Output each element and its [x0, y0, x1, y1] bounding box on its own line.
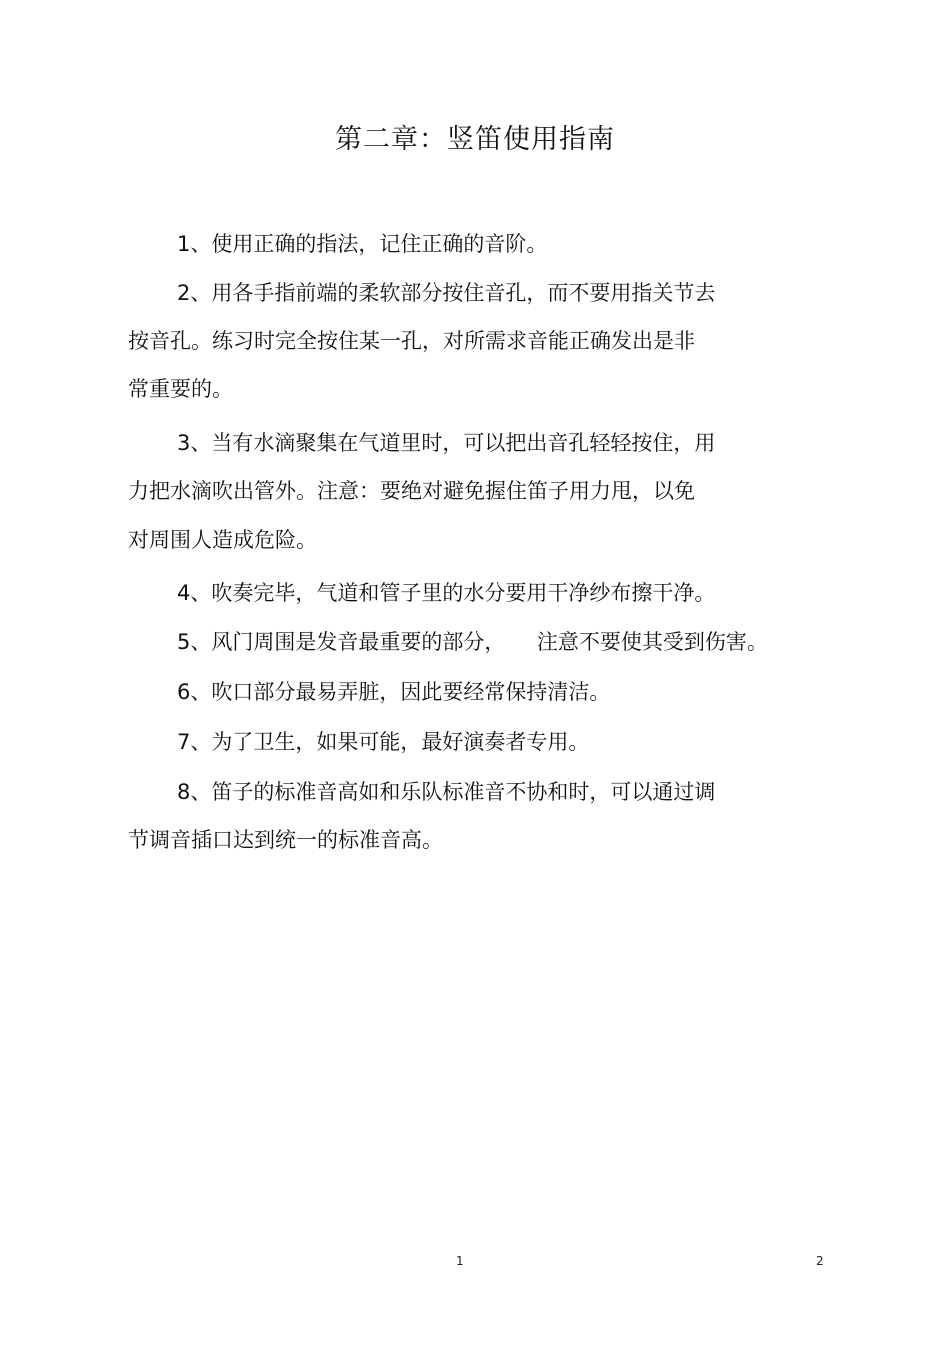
item-2-line-1: 2、用各手指前端的柔软部分按住音孔，而不要用指关节去	[177, 281, 716, 305]
item-1-line-1: 1、使用正确的指法，记住正确的音阶。	[177, 232, 548, 256]
item-2-line-2: 按音孔。练习时完全按住某一孔，对所需求音能正确发出是非	[128, 329, 695, 353]
item-3-line-2: 力把水滴吹出管外。注意：要绝对避免握住笛子用力甩，以免	[128, 479, 695, 503]
item-7-line-1: 7、为了卫生，如果可能，最好演奏者专用。	[177, 730, 590, 754]
item-2-line-3: 常重要的。	[128, 377, 233, 401]
item-8-line-1: 8、笛子的标准音高如和乐队标准音不协和时，可以通过调	[177, 780, 716, 804]
page-number-right: 2	[816, 1254, 824, 1268]
item-3-line-3: 对周围人造成危险。	[128, 528, 317, 552]
item-8-line-2: 节调音插口达到统一的标准音高。	[128, 828, 443, 852]
item-5-line-1: 5、风门周围是发音最重要的部分， 注意不要使其受到伤害。	[177, 630, 768, 654]
item-6-line-1: 6、吹口部分最易弄脏，因此要经常保持清洁。	[177, 680, 611, 704]
item-3-line-1: 3、当有水滴聚集在气道里时，可以把出音孔轻轻按住，用	[177, 431, 716, 455]
item-4-line-1: 4、吹奏完毕，气道和管子里的水分要用干净纱布擦干净。	[177, 581, 716, 605]
page-number-left: 1	[456, 1254, 464, 1268]
chapter-title: 第二章：竖笛使用指南	[335, 124, 615, 155]
